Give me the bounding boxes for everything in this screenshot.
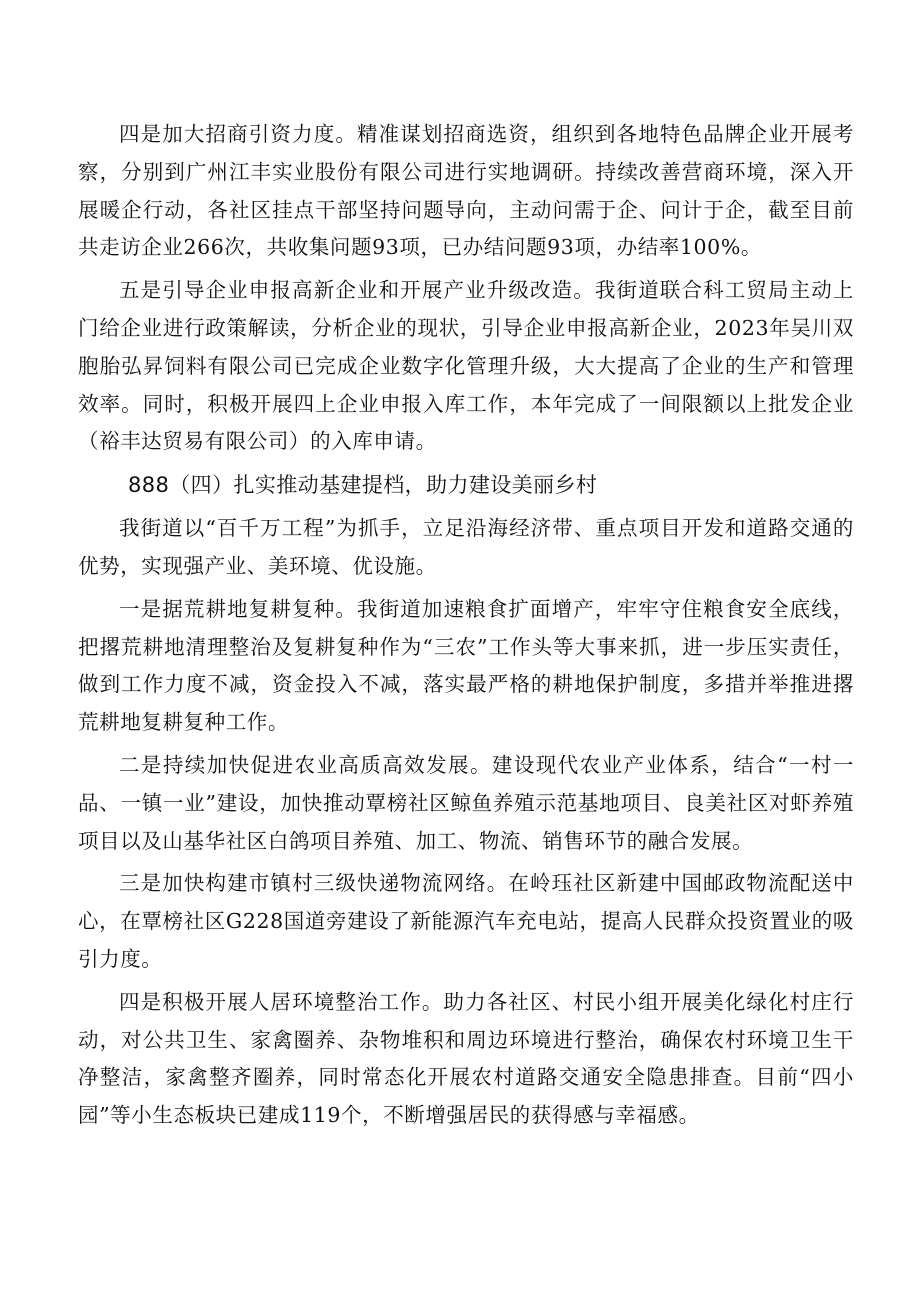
paragraph-farmland-recultivation: 一是据荒耕地复耕复种。我街道加速粮食扩面增产，牢牢守住粮食安全底线，把撂荒耕地清理整治及复耕复种作为“三农”工作头等大事来抓，进一步压实责任，做到工作力度不减，资金投入不减，落实最严格的耕地保护制度，多措并举推进撂荒耕地复耕复种工作。 <box>78 596 854 735</box>
document-body <box>78 116 854 1140</box>
section-heading: 888（四）扎实推动基建提档，助力建设美丽乡村 <box>128 473 598 498</box>
paragraph-intro: 我街道以“百千万工程”为抓手，立足沿海经济带、重点项目开发和道路交通的优势，实现强产业、美环境、优设施。 <box>78 516 854 578</box>
paragraph-high-tech-enterprise: 五是引导企业申报高新企业和开展产业升级改造。我街道联合科工贸局主动上门给企业进行政策解读，分析企业的现状，引导企业申报高新企业，2023年吴川双胞胎弘昇饲料有限公司已完成企业数字化管理升级，大大提高了企业的生产和管理效率。同时，积极开展四上企业申报入库工作，本年完成了一间限额以上批发企业（裕丰达贸易有限公司）的入库申请。 <box>78 278 854 454</box>
paragraph-logistics-network: 三是加快构建市镇村三级快递物流网络。在岭珏社区新建中国邮政物流配送中心，在覃榜社区G228国道旁建设了新能源汽车充电站，提高人民群众投资置业的吸引力度。 <box>78 871 854 971</box>
paragraph-living-environment: 四是积极开展人居环境整治工作。助力各社区、村民小组开展美化绿化村庄行动，对公共卫生、家禽圈养、杂物堆积和周边环境进行整治，确保农村环境卫生干净整洁，家禽整齐圈养，同时常态化开展农村道路交通安全隐患排查。目前“四小园”等小生态板块已建成119个，不断增强居民的获得感与幸福感。 <box>78 989 854 1128</box>
paragraph-investment-promotion: 四是加大招商引资力度。精准谋划招商选资，组织到各地特色品牌企业开展考察，分别到广州江丰实业股份有限公司进行实地调研。持续改善营商环境，深入开展暖企行动，各社区挂点干部坚持问题导向，主动问需于企、问计于企，截至目前共走访企业266次，共收集问题93项，已办结问题93项，办结率100%。 <box>78 122 854 260</box>
paragraph-agriculture-development: 二是持续加快促进农业高质高效发展。建设现代农业产业体系，结合“一村一品、一镇一业”建设，加快推动覃榜社区鲸鱼养殖示范基地项目、良美社区对虾养殖项目以及山基华社区白鸽项目养殖、加工、物流、销售环节的融合发展。 <box>78 752 854 853</box>
